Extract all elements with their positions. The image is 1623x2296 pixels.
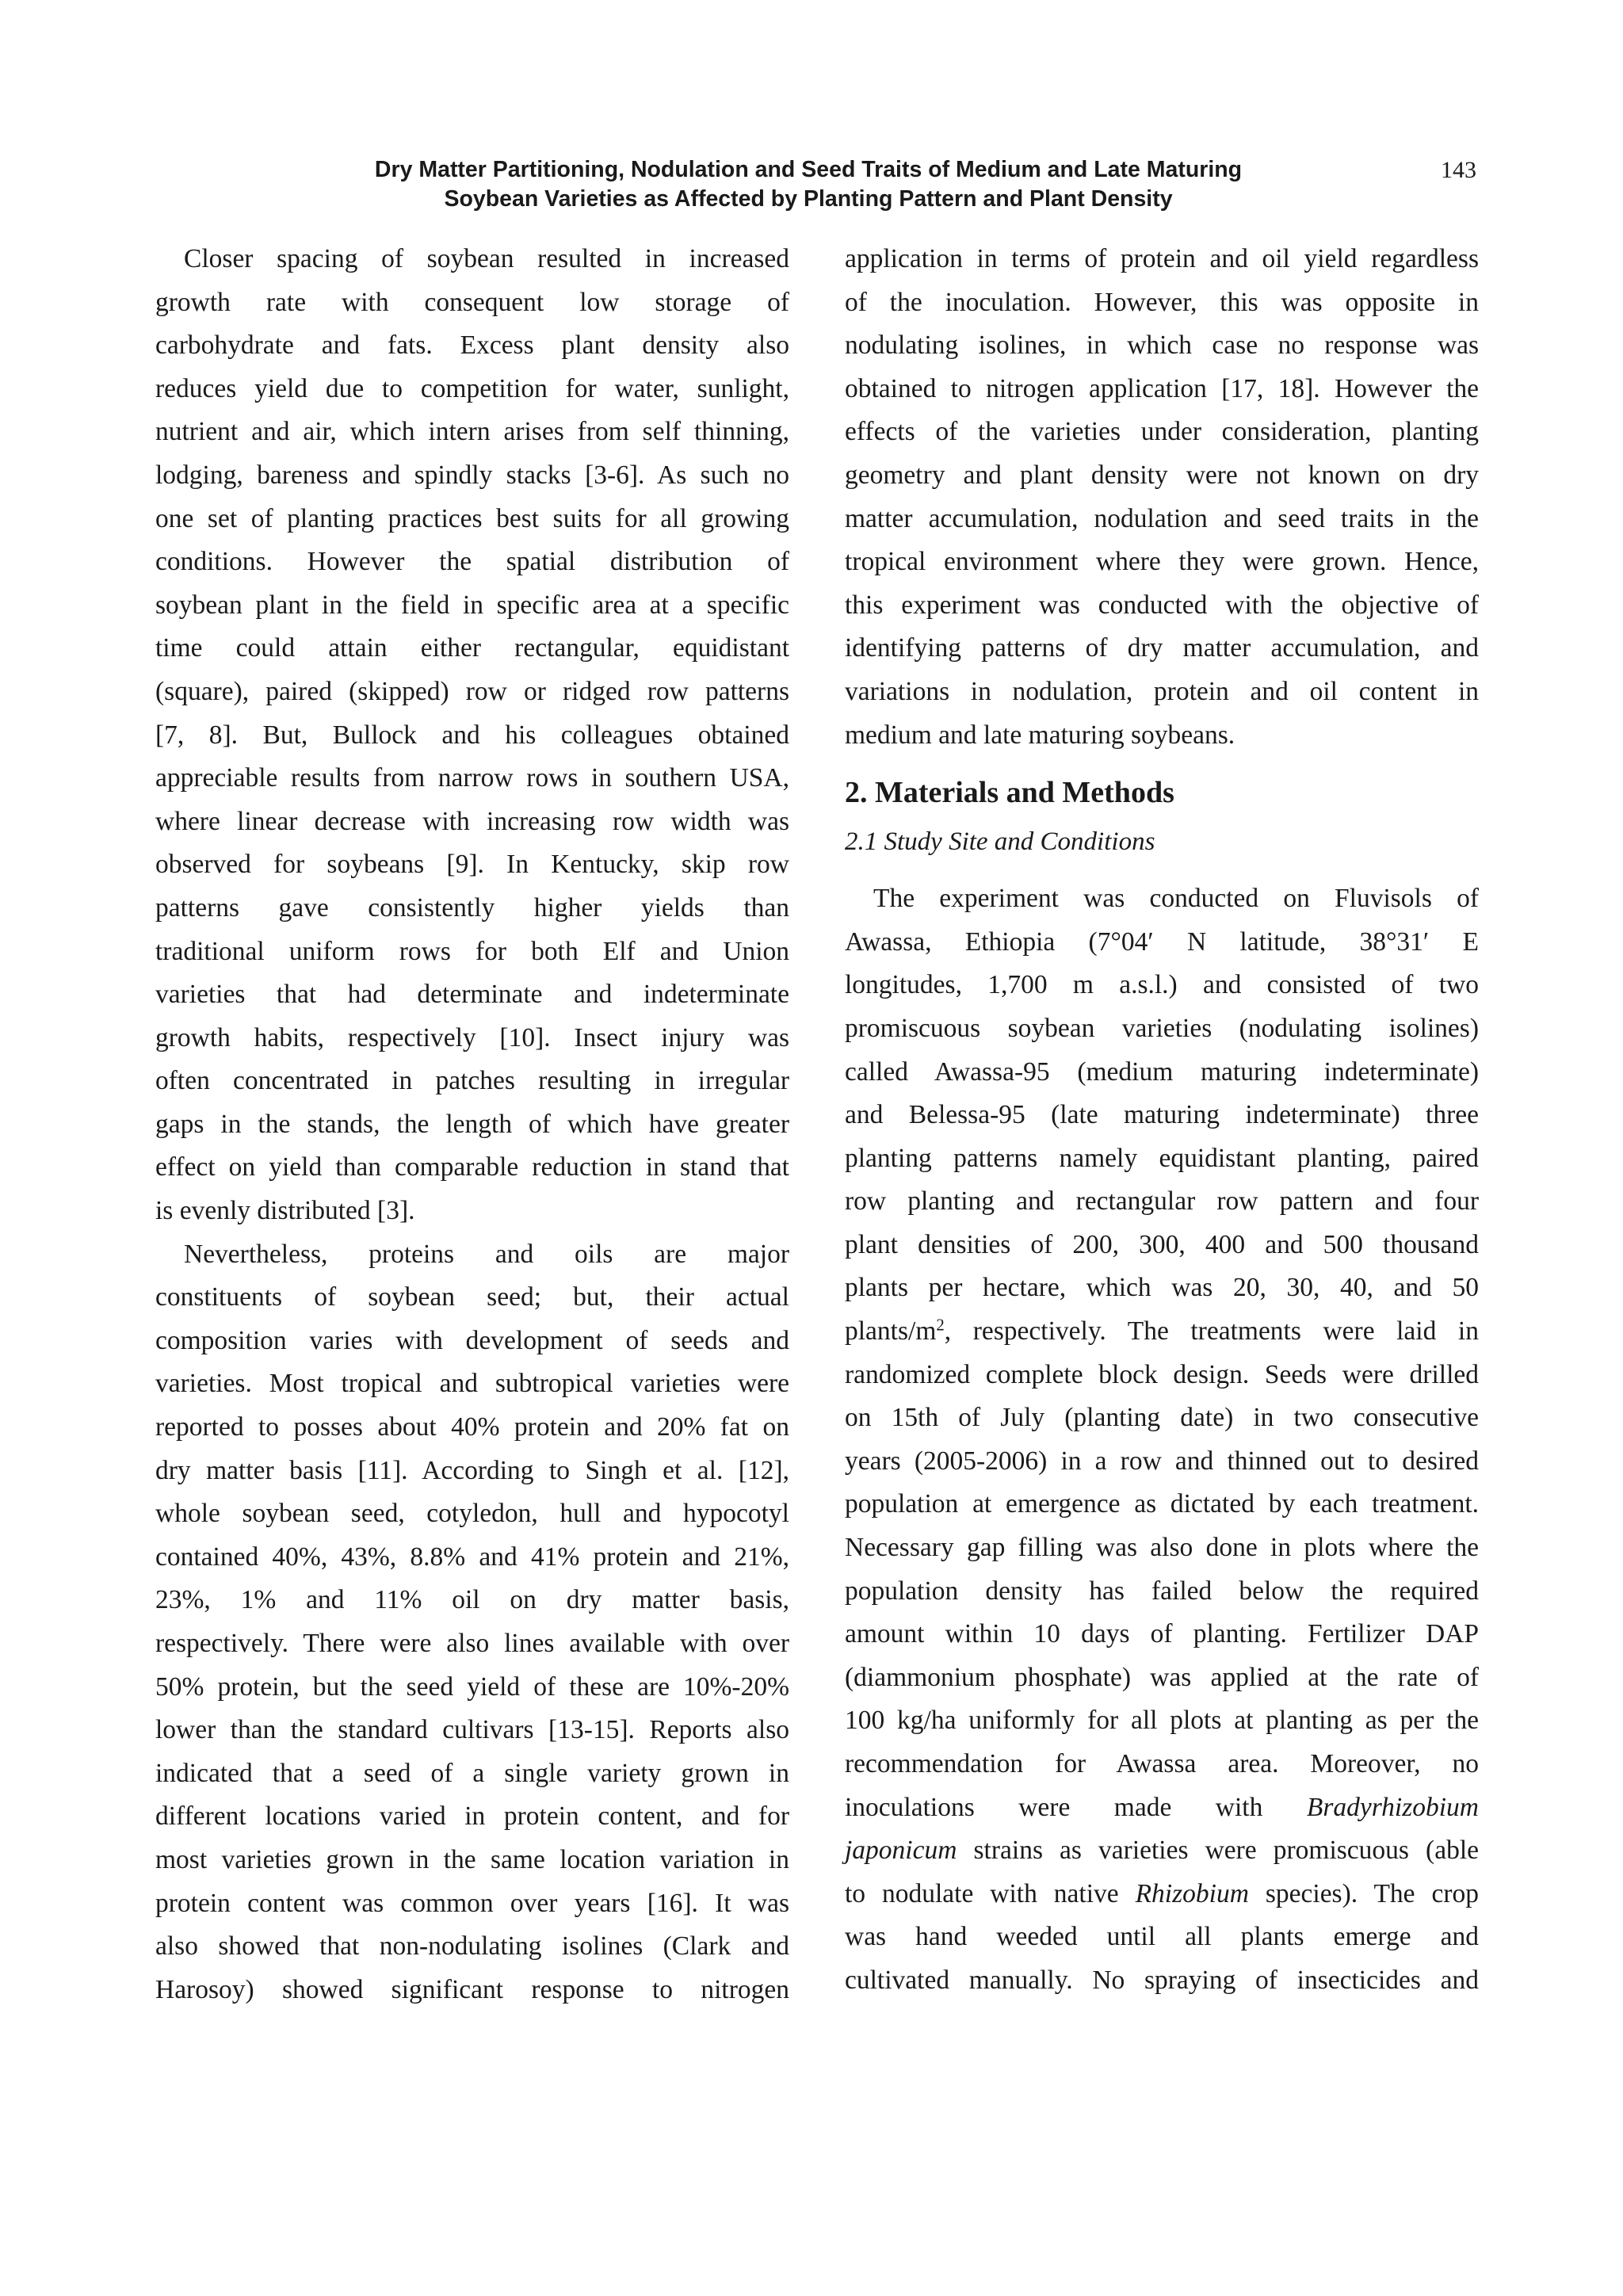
text-line: identifying patterns of dry matter accumulation, and (845, 633, 1479, 663)
text-line: conditions. However the spatial distribution of (155, 547, 789, 577)
text-line: on 15th of July (planting date) in two consecutive (845, 1403, 1479, 1433)
text-line: lodging, bareness and spindly stacks [3-6]. As such no (155, 460, 789, 490)
text-line: of the inoculation. However, this was opposite in (845, 287, 1479, 317)
text-line: inoculations were made with Bradyrhizobium (845, 1792, 1480, 1822)
text-line: (diammonium phosphate) was applied at the rate of (845, 1662, 1479, 1692)
text-line: patterns gave consistently higher yields than (155, 892, 789, 923)
species-name: Rhizobium (1135, 1878, 1249, 1908)
text-line: lower than the standard cultivars [13-15]. Reports also (155, 1715, 789, 1745)
text-line: traditional uniform rows for both Elf and Union (155, 936, 789, 966)
text-line: Closer spacing of soybean resulted in increased (184, 244, 789, 273)
text-line: soybean plant in the field in specific area at a specific (155, 590, 789, 620)
text-line: medium and late maturing soybeans. (845, 720, 1235, 750)
text-line: matter accumulation, nodulation and seed traits in the (845, 503, 1479, 533)
text-line: nutrient and air, which intern arises from self thinning, (155, 417, 789, 447)
right-column (845, 238, 1479, 2003)
text-line: carbohydrate and fats. Excess plant density also (155, 330, 789, 361)
text-line: obtained to nitrogen application [17, 18]. However the (845, 373, 1479, 403)
text-line: protein content was common over years [16]. It was (155, 1888, 789, 1918)
text-line: tropical environment where they were grown. Hence, (845, 547, 1479, 577)
text-line: respectively. There were also lines available with over (155, 1629, 789, 1658)
intro-paragraph (845, 238, 1479, 757)
text-line: called Awassa-95 (medium maturing indeterminate) (845, 1056, 1479, 1087)
text-line: also showed that non-nodulating isolines (Clark and (155, 1931, 789, 1962)
text-line: growth rate with consequent low storage of (155, 287, 789, 317)
running-head (285, 155, 1331, 214)
text-line: often concentrated in patches resulting in irregular (155, 1066, 789, 1096)
text-line: contained 40%, 43%, 8.8% and 41% protein and 21%, (155, 1541, 789, 1572)
text-line: dry matter basis [11]. According to Singh et al. [12], (155, 1455, 789, 1485)
text-line: and Belessa-95 (late maturing indeterminate) three (845, 1100, 1479, 1130)
species-name: Bradyrhizobium (1306, 1792, 1480, 1822)
species-name: japonicum (845, 1836, 957, 1866)
text-line: geometry and plant density were not known on dry (845, 460, 1479, 490)
text-line: Awassa, Ethiopia (7°04′ N latitude, 38°31′ E (845, 926, 1479, 957)
text-line: nodulating isolines, in which case no response was (845, 330, 1479, 361)
text-line: The experiment was conducted on Fluvisols of (873, 884, 1479, 914)
text-line: is evenly distributed [3]. (155, 1196, 415, 1226)
text-line: indicated that a seed of a single variety grown in (155, 1758, 789, 1788)
text-line: where linear decrease with increasing row width was (155, 806, 789, 836)
text-line: reduces yield due to competition for water, sunlight, (155, 373, 789, 403)
text-line: time could attain either rectangular, equidistant (155, 633, 789, 663)
text-line: plants per hectare, which was 20, 30, 40, and 50 (845, 1273, 1479, 1303)
text-line: japonicum strains as varieties were promiscuous (able (845, 1836, 1479, 1866)
text-line: plants/$m^2$, respectively. The treatments were laid in (845, 1316, 1479, 1347)
text-line: constituents of soybean seed; but, their actual (155, 1282, 789, 1312)
text-line: cultivated manually. No spraying of insecticides and (845, 1965, 1479, 1995)
text-line: 23%, 1% and 11% oil on dry matter basis, (155, 1585, 789, 1615)
text-line: most varieties grown in the same location variation in (155, 1844, 789, 1874)
text-line: randomized complete block design. Seeds were drilled (845, 1359, 1479, 1389)
text-line: effects of the varieties under consideration, planting (845, 417, 1479, 447)
running-head-line-2: Soybean Varieties as Affected by Planting Pattern and Plant Density (444, 186, 1173, 212)
text-line: was hand weeded until all plants emerge and (845, 1922, 1479, 1952)
text-line: Nevertheless, proteins and oils are major (184, 1239, 789, 1269)
text-line: composition varies with development of seeds and (155, 1325, 789, 1355)
text-line: promiscuous soybean varieties (nodulating isolines) (845, 1013, 1479, 1043)
text-line: to nodulate with native Rhizobium species). The crop (845, 1878, 1480, 1908)
page-number: 143 (1441, 157, 1476, 183)
methods-paragraph (845, 877, 1479, 2002)
left-column (155, 238, 789, 2011)
text-line: [7, 8]. But, Bullock and his colleagues obtained (155, 720, 789, 750)
text-line: plant densities of 200, 300, 400 and 500 thousand (845, 1229, 1479, 1259)
text-line: whole soybean seed, cotyledon, hull and hypocotyl (155, 1499, 789, 1529)
text-line: 50% protein, but the seed yield of these are 10%-20% (155, 1671, 789, 1702)
text-line: amount within 10 days of planting. Fertilizer DAP (845, 1619, 1479, 1649)
text-line: different locations varied in protein content, and for (155, 1801, 789, 1832)
text-line: reported to posses about 40% protein and 20% fat on (155, 1412, 789, 1442)
text-line: recommendation for Awassa area. Moreover, no (845, 1749, 1479, 1778)
text-line: one set of planting practices best suits for all growing (155, 503, 789, 533)
subsection-heading: 2.1 Study Site and Conditions (845, 827, 1155, 857)
body-paragraph (155, 1233, 789, 2012)
text-line: effect on yield than comparable reduction in stand that (155, 1152, 789, 1182)
text-line: longitudes, 1,700 m a.s.l.) and consisted of two (845, 970, 1479, 1000)
text-line: Necessary gap filling was also done in plots where the (845, 1533, 1479, 1563)
section-heading: 2. Materials and Methods (845, 776, 1174, 810)
text-line: 100 kg/ha uniformly for all plots at planting as per the (845, 1706, 1479, 1736)
text-line: planting patterns namely equidistant planting, paired (845, 1143, 1479, 1173)
text-line: gaps in the stands, the length of which have greater (155, 1109, 789, 1139)
text-line: this experiment was conducted with the objective of (845, 590, 1479, 620)
text-line: variations in nodulation, protein and oil content in (845, 676, 1479, 706)
text-line: (square), paired (skipped) row or ridged row patterns (155, 676, 789, 706)
text-line: appreciable results from narrow rows in southern USA, (155, 763, 789, 793)
text-line: years (2005-2006) in a row and thinned out to desired (845, 1446, 1479, 1476)
text-line: growth habits, respectively [10]. Insect injury was (155, 1022, 789, 1052)
running-head-line-1: Dry Matter Partitioning, Nodulation and Seed Traits of Medium and Late Maturing (374, 157, 1243, 182)
text-line: varieties. Most tropical and subtropical varieties were (155, 1369, 789, 1399)
text-line: population at emergence as dictated by each treatment. (845, 1489, 1479, 1519)
text-line: Harosoy) showed significant response to nitrogen (155, 1974, 789, 2004)
text-line: population density has failed below the required (845, 1576, 1479, 1606)
text-line: varieties that had determinate and indeterminate (155, 980, 789, 1010)
text-line: row planting and rectangular row pattern and four (845, 1186, 1479, 1217)
text-line: observed for soybeans [9]. In Kentucky, skip row (155, 850, 789, 880)
text-line: application in terms of protein and oil yield regardless (845, 244, 1479, 273)
body-paragraph (155, 238, 789, 1233)
